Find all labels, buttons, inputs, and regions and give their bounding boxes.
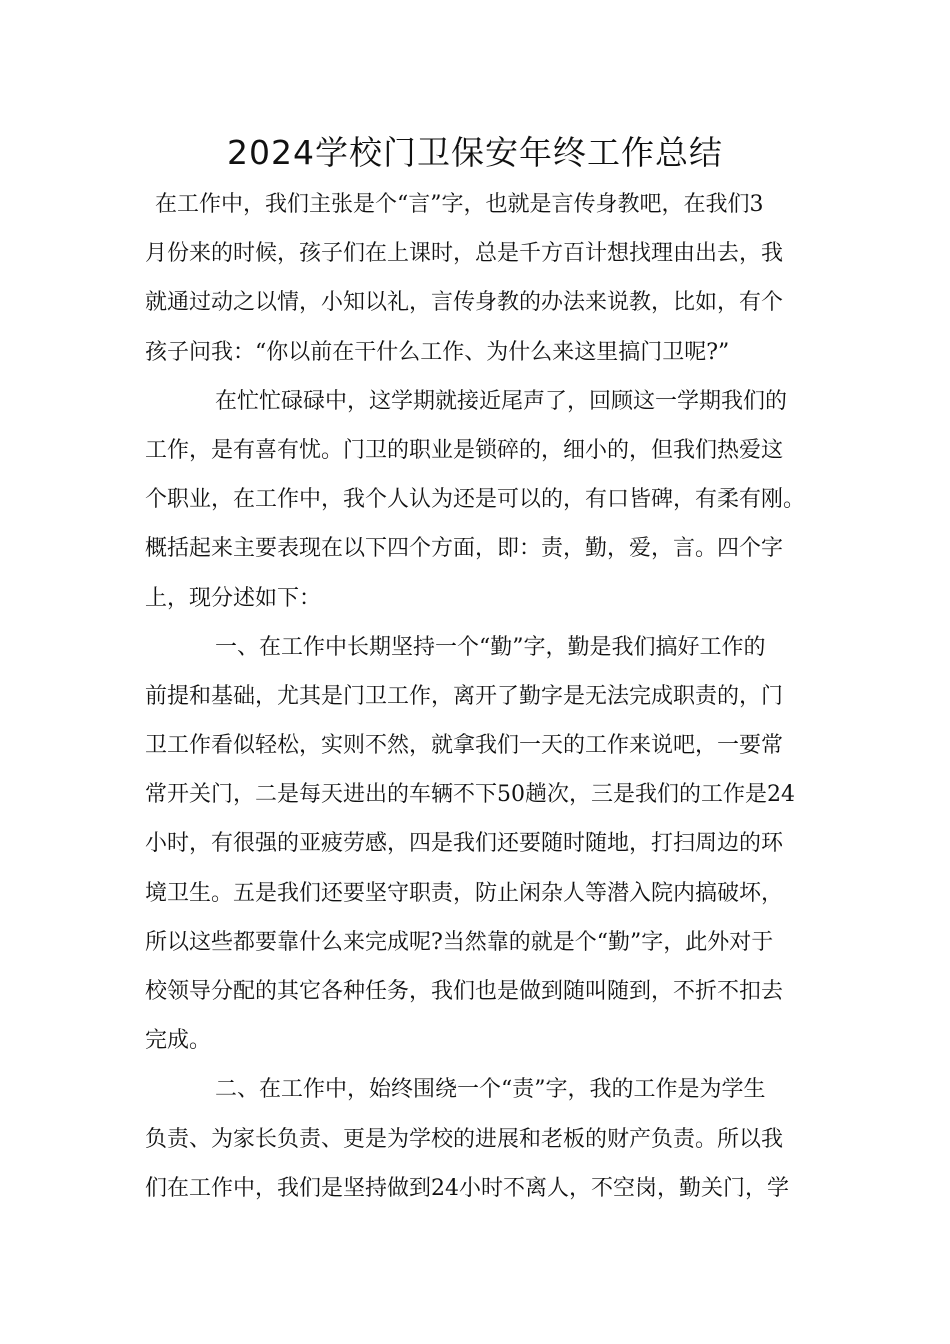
- text-line: 孩子问我：“你以前在干什么工作、为什么来这里搞门卫呢?”: [145, 339, 730, 365]
- text-line: 个职业，在工作中，我个人认为还是可以的，有口皆碑，有柔有刚。: [145, 487, 806, 513]
- text-line: 境卫生。五是我们还要坚守职责，防止闲杂人等潜入院内搞破坏，: [145, 880, 784, 906]
- text-line: 二、在工作中，始终围绕一个“责”字，我的工作是为学生: [215, 1077, 766, 1103]
- text-line: 月份来的时候，孩子们在上课时，总是千方百计想找理由出去，我: [145, 241, 784, 267]
- text-line: 小时，有很强的亚疲劳感，四是我们还要随时随地，打扫周边的环: [145, 831, 784, 857]
- text-line: 常开关门，二是每天进出的车辆不下50趟次，三是我们的工作是24: [145, 782, 795, 808]
- document-title: 2024学校门卫保安年终工作总结: [227, 133, 723, 172]
- text-line: 们在工作中，我们是坚持做到24小时不离人，不空岗，勤关门，学: [145, 1175, 789, 1201]
- text-line: 上，现分述如下：: [145, 585, 322, 611]
- text-line: 就通过动之以情，小知以礼，言传身教的办法来说教，比如，有个: [145, 290, 784, 316]
- text-line: 负责、为家长负责、更是为学校的进展和老板的财产负责。所以我: [145, 1126, 784, 1152]
- text-line: 工作，是有喜有忧。门卫的职业是锁碎的，细小的，但我们热爱这: [145, 437, 784, 463]
- text-line: 在忙忙碌碌中，这学期就接近尾声了，回顾这一学期我们的: [215, 388, 788, 414]
- text-line: 概括起来主要表现在以下四个方面，即：责，勤，爱，言。四个字: [145, 536, 784, 562]
- text-line: 卫工作看似轻松，实则不然，就拿我们一天的工作来说吧，一要常: [145, 733, 784, 759]
- text-line: 所以这些都要靠什么来完成呢?当然靠的就是个“勤”字，此外对于: [145, 929, 774, 955]
- text-line: 校领导分配的其它各种任务，我们也是做到随叫随到，不折不扣去: [145, 979, 784, 1004]
- text-line: 前提和基础，尤其是门卫工作，离开了勤字是无法完成职责的，门: [145, 683, 784, 709]
- text-line: 完成。: [145, 1028, 212, 1054]
- text-line: 一、在工作中长期坚持一个“勤”字，勤是我们搞好工作的: [215, 634, 766, 660]
- text-line: 在工作中，我们主张是个“言”字，也就是言传身教吧，在我们3: [155, 192, 764, 217]
- document-body: [145, 180, 825, 1213]
